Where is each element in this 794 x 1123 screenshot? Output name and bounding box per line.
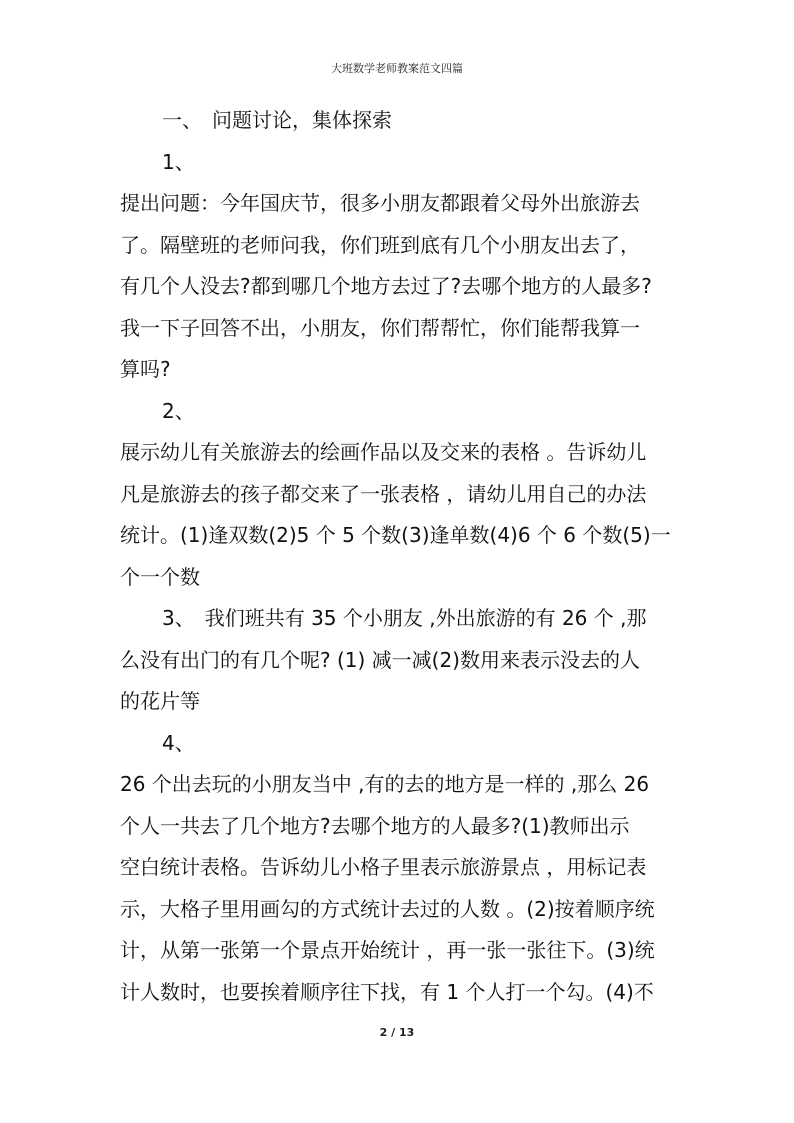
text-line: 个人一共去了几个地方?去哪个地方的人最多?(1)教师出示 (120, 813, 630, 838)
text-line: 我一下子回答不出，小朋友，你们帮帮忙，你们能帮我算一 (120, 315, 640, 340)
text-line: 了。隔壁班的老师问我，你们班到底有几个小朋友出去了， (120, 232, 640, 257)
item-number: 4、 (162, 730, 195, 755)
text-line: 算吗? (120, 357, 171, 381)
item-number: 3、 我们班共有 35 个小朋友 ,外出旅游的有 26 个 ,那 (162, 606, 647, 630)
item-number: 1、 (162, 149, 195, 174)
text-line: 空白统计表格。告诉幼儿小格子里表示旅游景点 ，用标记表 (120, 855, 647, 879)
section-heading: 一、 问题讨论，集体探索 (162, 108, 392, 132)
page-number: 2 / 13 (379, 1026, 415, 1039)
text-line: 计，从第一张第一个景点开始统计 ，再一张一张往下。(3)统 (120, 938, 655, 962)
item-number: 2、 (162, 398, 195, 423)
text-line: 提出问题：今年国庆节，很多小朋友都跟着父母外出旅游去 (120, 191, 640, 215)
document-body (120, 100, 676, 1013)
text-line: 个一个数 (120, 564, 200, 589)
text-line: 凡是旅游去的孩子都交来了一张表格 ，请幼儿用自己的办法 (120, 481, 647, 506)
text-line: 26 个出去玩的小朋友当中 ,有的去的地方是一样的 ,那么 26 (120, 772, 650, 796)
text-line: 有几个人没去?都到哪几个地方去过了?去哪个地方的人最多? (120, 274, 652, 298)
page-header: 大班数学老师教案范文四篇 (331, 62, 463, 75)
text-line: 统计。(1)逢双数(2)5 个 5 个数(3)逢单数(4)6 个 6 个数(5)一 (120, 523, 671, 547)
text-line: 么没有出门的有几个呢? (1) 减一减(2)数用来表示没去的人 (120, 647, 640, 672)
text-line: 计人数时，也要挨着顺序往下找，有 1 个人打一个勾。(4)不 (120, 979, 654, 1004)
text-line: 展示幼儿有关旅游去的绘画作品以及交来的表格 。告诉幼儿 (120, 440, 647, 464)
text-line: 的花片等 (120, 689, 200, 713)
text-line: 示，大格子里用画勾的方式统计去过的人数 。(2)按着顺序统 (120, 896, 655, 921)
